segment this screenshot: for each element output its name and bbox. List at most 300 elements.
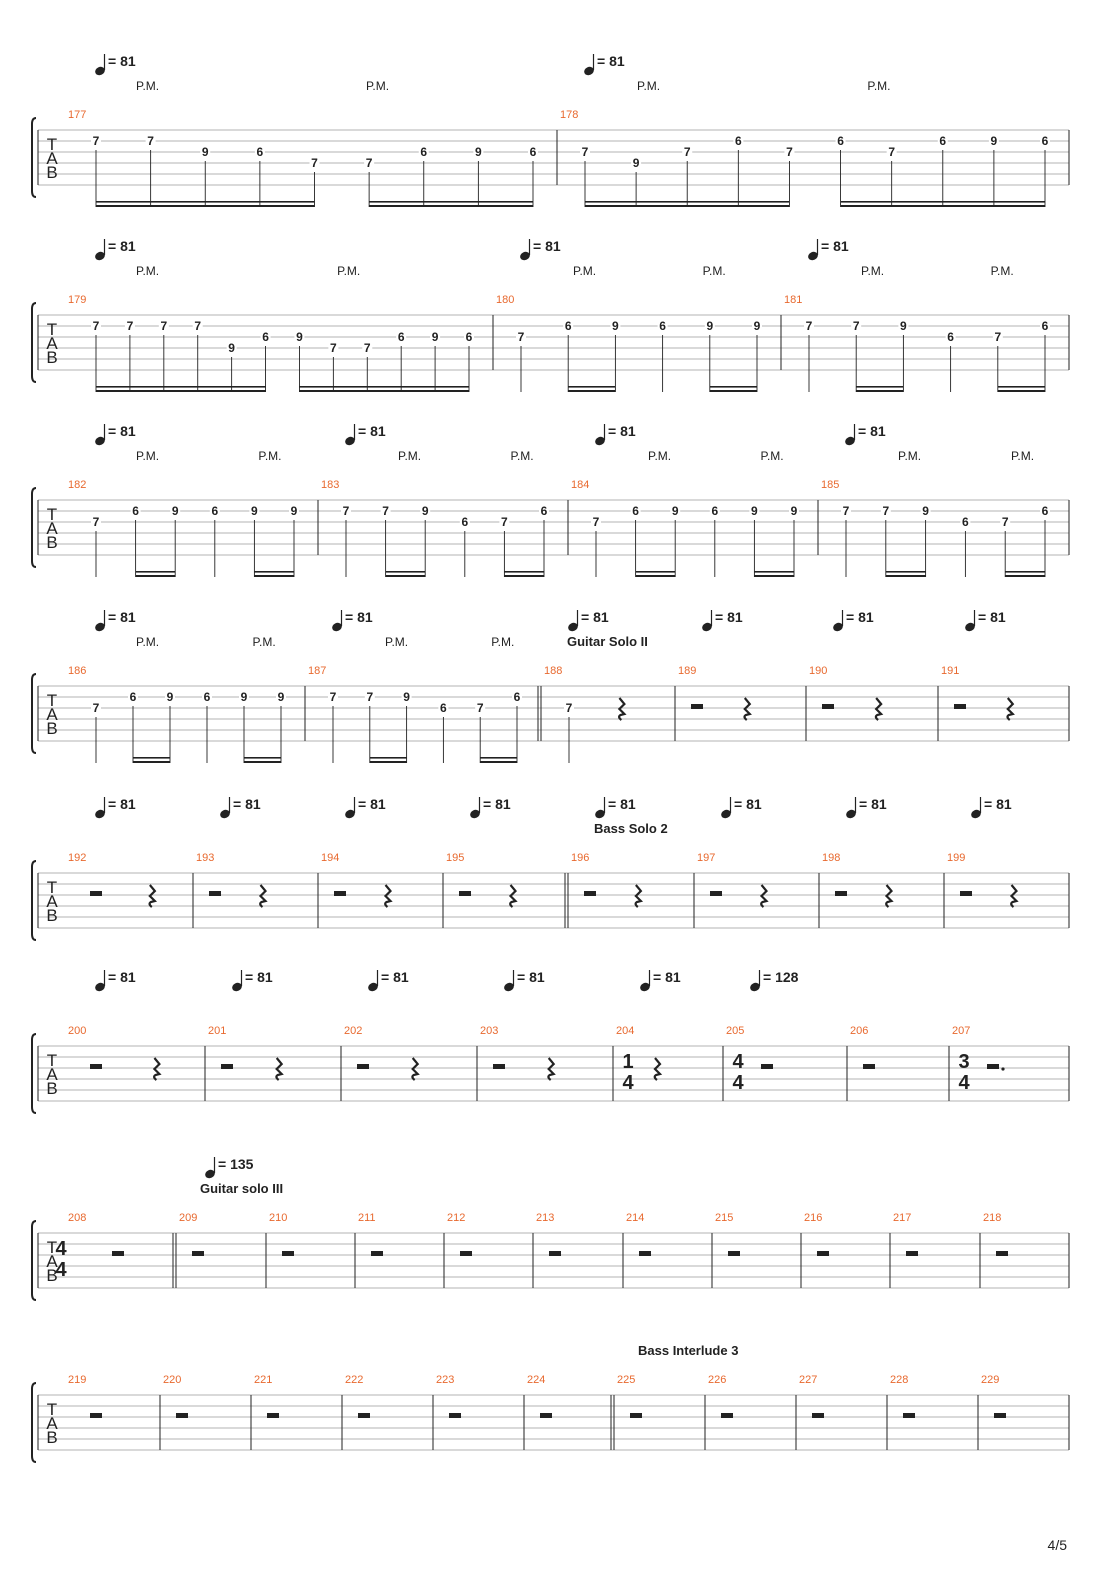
beam bbox=[369, 201, 533, 203]
beam bbox=[710, 386, 757, 388]
fret-number: 7 bbox=[1001, 515, 1009, 529]
time-signature-bottom: 4 bbox=[55, 1259, 67, 1281]
fret-number: 6 bbox=[947, 330, 954, 344]
fret-number: 7 bbox=[476, 701, 484, 715]
measure-number: 188 bbox=[544, 665, 563, 677]
measure-number: 205 bbox=[726, 1025, 745, 1037]
palm-mute-label: P.M. bbox=[337, 264, 361, 278]
fret-number: 6 bbox=[1041, 134, 1049, 148]
tempo-marking: = 81 bbox=[358, 796, 386, 812]
beam bbox=[998, 390, 1045, 392]
tempo-marking: = 81 bbox=[821, 238, 849, 254]
fret-number: 7 bbox=[565, 701, 573, 715]
fret-number: 6 bbox=[420, 145, 428, 159]
beam bbox=[386, 575, 426, 577]
palm-mute-label: P.M. bbox=[760, 449, 784, 463]
beam bbox=[636, 575, 676, 577]
measure-number: 178 bbox=[560, 109, 579, 121]
fret-number: 6 bbox=[837, 134, 844, 148]
beam bbox=[96, 390, 266, 392]
fret-number: 6 bbox=[397, 330, 405, 344]
tempo-marking: = 81 bbox=[859, 796, 887, 812]
fret-number: 6 bbox=[461, 515, 469, 529]
measure-number: 223 bbox=[436, 1374, 455, 1386]
fret-number: 9 bbox=[421, 504, 429, 518]
tempo-marking: = 81 bbox=[108, 969, 136, 985]
fret-number: 6 bbox=[659, 319, 666, 333]
measure-number: 204 bbox=[616, 1025, 635, 1037]
fret-number: 6 bbox=[564, 319, 572, 333]
tab-clef-b: B bbox=[46, 1428, 58, 1447]
beam bbox=[386, 571, 426, 573]
fret-number: 7 bbox=[366, 690, 374, 704]
palm-mute-label: P.M. bbox=[258, 449, 282, 463]
fret-number: 7 bbox=[92, 515, 100, 529]
measure-number: 179 bbox=[68, 294, 87, 306]
quarter-rest-icon bbox=[636, 885, 641, 907]
fret-number: 9 bbox=[403, 690, 410, 704]
beam bbox=[636, 571, 676, 573]
fret-number: 9 bbox=[751, 504, 758, 518]
beam bbox=[841, 205, 1045, 207]
tempo-marking: = 81 bbox=[381, 969, 409, 985]
tempo-marking: = 81 bbox=[108, 238, 136, 254]
half-rest-icon bbox=[710, 891, 722, 896]
section-label: Bass Solo 2 bbox=[594, 821, 668, 836]
page-number: 4/5 bbox=[1047, 1537, 1067, 1553]
palm-mute-label: P.M. bbox=[990, 264, 1014, 278]
tempo-marking: = 81 bbox=[734, 796, 762, 812]
fret-number: 9 bbox=[706, 319, 714, 333]
measure-number: 183 bbox=[321, 479, 340, 491]
tab-clef-t: T bbox=[46, 135, 58, 154]
beam bbox=[568, 386, 615, 388]
fret-number: 7 bbox=[592, 515, 600, 529]
half-rest-icon bbox=[459, 891, 471, 896]
half-rest-icon bbox=[639, 1251, 651, 1256]
time-signature-bottom: 4 bbox=[732, 1072, 744, 1094]
tab-clef-a: A bbox=[46, 334, 58, 353]
fret-number: 7 bbox=[517, 330, 525, 344]
half-rest-icon bbox=[449, 1413, 461, 1418]
half-rest-icon bbox=[460, 1251, 472, 1256]
fret-number: 7 bbox=[330, 341, 337, 355]
time-signature-bottom: 4 bbox=[958, 1072, 970, 1094]
measure-number: 212 bbox=[447, 1212, 466, 1224]
tab-clef-a: A bbox=[46, 892, 58, 911]
system-bracket bbox=[32, 303, 36, 382]
beam bbox=[133, 757, 170, 759]
half-rest-icon bbox=[812, 1413, 824, 1418]
quarter-rest-icon bbox=[412, 1058, 417, 1080]
fret-number: 7 bbox=[382, 504, 389, 518]
measure-number: 194 bbox=[321, 852, 340, 864]
palm-mute-label: P.M. bbox=[365, 79, 390, 93]
fret-number: 6 bbox=[129, 690, 137, 704]
beam bbox=[504, 571, 544, 573]
tempo-marking: = 81 bbox=[533, 238, 561, 254]
half-rest-icon bbox=[906, 1251, 918, 1256]
half-rest-icon bbox=[994, 1413, 1006, 1418]
half-rest-icon bbox=[493, 1064, 505, 1069]
fret-number: 6 bbox=[540, 504, 548, 518]
beam bbox=[856, 386, 903, 388]
half-rest-icon bbox=[835, 891, 847, 896]
fret-number: 6 bbox=[734, 134, 742, 148]
half-rest-icon bbox=[691, 704, 703, 709]
measure-number: 193 bbox=[196, 852, 215, 864]
half-rest-icon bbox=[822, 704, 834, 709]
beam bbox=[370, 757, 407, 759]
beam bbox=[480, 761, 517, 763]
time-signature-top: 4 bbox=[55, 1238, 67, 1260]
fret-number: 7 bbox=[842, 504, 850, 518]
tab-clef-b: B bbox=[46, 719, 58, 738]
palm-mute-label: P.M. bbox=[136, 79, 160, 93]
fret-number: 7 bbox=[329, 690, 337, 704]
tab-clef-b: B bbox=[46, 533, 58, 552]
beam bbox=[133, 761, 170, 763]
tab-clef-t: T bbox=[46, 320, 58, 339]
fret-number: 7 bbox=[805, 319, 813, 333]
tempo-marking: = 81 bbox=[984, 796, 1012, 812]
half-rest-icon bbox=[90, 1413, 102, 1418]
measure-number: 197 bbox=[697, 852, 716, 864]
measure-number: 215 bbox=[715, 1212, 734, 1224]
quarter-rest-icon bbox=[385, 885, 390, 907]
fret-number: 6 bbox=[132, 504, 139, 518]
half-rest-icon bbox=[90, 891, 102, 896]
beam bbox=[370, 761, 407, 763]
fret-number: 7 bbox=[994, 330, 1002, 344]
half-rest-icon bbox=[761, 1064, 773, 1069]
measure-number: 185 bbox=[821, 479, 840, 491]
quarter-rest-icon bbox=[154, 1058, 159, 1080]
beam bbox=[96, 201, 315, 203]
measure-number: 225 bbox=[617, 1374, 636, 1386]
tab-clef-a: A bbox=[46, 1065, 58, 1084]
tempo-marking: = 81 bbox=[581, 609, 609, 625]
quarter-rest-icon bbox=[1007, 698, 1012, 720]
system-bracket bbox=[32, 1383, 36, 1462]
half-rest-icon bbox=[221, 1064, 233, 1069]
beam bbox=[754, 571, 794, 573]
fret-number: 9 bbox=[671, 504, 679, 518]
tempo-marking: = 81 bbox=[483, 796, 511, 812]
palm-mute-label: P.M. bbox=[1010, 449, 1035, 463]
beam bbox=[136, 571, 176, 573]
fret-number: 7 bbox=[92, 701, 100, 715]
measure-number: 221 bbox=[254, 1374, 273, 1386]
tempo-marking: = 81 bbox=[233, 796, 261, 812]
beam bbox=[244, 761, 281, 763]
half-rest-icon bbox=[112, 1251, 124, 1256]
measure-number: 181 bbox=[784, 294, 803, 306]
fret-number: 7 bbox=[683, 145, 691, 159]
half-rest-icon bbox=[630, 1413, 642, 1418]
half-rest-icon bbox=[90, 1064, 102, 1069]
quarter-rest-icon bbox=[510, 885, 515, 907]
measure-number: 206 bbox=[850, 1025, 869, 1037]
beam bbox=[886, 571, 926, 573]
fret-number: 9 bbox=[251, 504, 258, 518]
tab-clef-b: B bbox=[46, 906, 58, 925]
tempo-marking: = 81 bbox=[858, 423, 886, 439]
measure-number: 200 bbox=[68, 1025, 87, 1037]
half-rest-icon bbox=[863, 1064, 875, 1069]
palm-mute-label: P.M. bbox=[702, 264, 726, 278]
palm-mute-label: P.M. bbox=[867, 79, 891, 93]
fret-number: 7 bbox=[365, 156, 373, 170]
palm-mute-label: P.M. bbox=[637, 79, 661, 93]
fret-number: 7 bbox=[501, 515, 508, 529]
fret-number: 7 bbox=[363, 341, 371, 355]
fret-number: 9 bbox=[612, 319, 619, 333]
fret-number: 6 bbox=[203, 690, 211, 704]
measure-number: 209 bbox=[179, 1212, 198, 1224]
tab-clef-t: T bbox=[46, 1051, 58, 1070]
measure-number: 203 bbox=[480, 1025, 499, 1037]
measure-number: 196 bbox=[571, 852, 590, 864]
half-rest-icon bbox=[192, 1251, 204, 1256]
quarter-rest-icon bbox=[655, 1058, 660, 1080]
time-signature-top: 1 bbox=[622, 1051, 634, 1073]
measure-number: 198 bbox=[822, 852, 841, 864]
fret-number: 7 bbox=[147, 134, 154, 148]
measure-number: 213 bbox=[536, 1212, 555, 1224]
beam bbox=[710, 390, 757, 392]
fret-number: 7 bbox=[786, 145, 793, 159]
quarter-rest-icon bbox=[761, 885, 766, 907]
measure-number: 186 bbox=[68, 665, 87, 677]
tab-clef-t: T bbox=[46, 691, 58, 710]
tempo-marking: = 81 bbox=[108, 796, 136, 812]
half-rest-icon bbox=[334, 891, 346, 896]
fret-number: 9 bbox=[922, 504, 929, 518]
measure-number: 218 bbox=[983, 1212, 1002, 1224]
tempo-marking: = 81 bbox=[358, 423, 386, 439]
fret-number: 9 bbox=[790, 504, 798, 518]
measure-number: 177 bbox=[68, 109, 87, 121]
palm-mute-label: P.M. bbox=[861, 264, 885, 278]
beam bbox=[585, 201, 789, 203]
quarter-rest-icon bbox=[1011, 885, 1016, 907]
beam bbox=[841, 201, 1045, 203]
palm-mute-label: P.M. bbox=[136, 264, 160, 278]
fret-number: 6 bbox=[262, 330, 269, 344]
tab-clef-b: B bbox=[46, 1079, 58, 1098]
fret-number: 9 bbox=[171, 504, 179, 518]
measure-number: 208 bbox=[68, 1212, 87, 1224]
measure-number: 229 bbox=[981, 1374, 1000, 1386]
fret-number: 7 bbox=[852, 319, 860, 333]
system-bracket bbox=[32, 1221, 36, 1300]
beam bbox=[568, 390, 615, 392]
measure-number: 220 bbox=[163, 1374, 182, 1386]
beam bbox=[299, 386, 469, 388]
fret-number: 9 bbox=[201, 145, 209, 159]
fret-number: 7 bbox=[92, 134, 100, 148]
half-rest-icon bbox=[987, 1064, 999, 1069]
beam bbox=[254, 571, 294, 573]
fret-number: 6 bbox=[513, 690, 521, 704]
tab-clef-t: T bbox=[46, 1400, 58, 1419]
fret-number: 6 bbox=[962, 515, 969, 529]
beam bbox=[886, 575, 926, 577]
section-label: Guitar solo III bbox=[200, 1181, 284, 1196]
tab-clef-a: A bbox=[46, 705, 58, 724]
fret-number: 7 bbox=[581, 145, 589, 159]
half-rest-icon bbox=[960, 891, 972, 896]
quarter-rest-icon bbox=[260, 885, 265, 907]
tab-clef-b: B bbox=[46, 1266, 58, 1285]
half-rest-icon bbox=[817, 1251, 829, 1256]
palm-mute-label: P.M. bbox=[136, 449, 160, 463]
half-rest-icon bbox=[954, 704, 966, 709]
measure-number: 228 bbox=[890, 1374, 909, 1386]
beam bbox=[136, 575, 176, 577]
fret-number: 6 bbox=[211, 504, 219, 518]
tab-clef-a: A bbox=[46, 1252, 58, 1271]
half-rest-icon bbox=[371, 1251, 383, 1256]
tempo-marking: = 81 bbox=[597, 53, 625, 69]
tab-clef-b: B bbox=[46, 163, 58, 182]
beam bbox=[585, 205, 789, 207]
tempo-marking: = 81 bbox=[608, 796, 636, 812]
measure-number: 227 bbox=[799, 1374, 818, 1386]
measure-number: 224 bbox=[527, 1374, 546, 1386]
half-rest-icon bbox=[728, 1251, 740, 1256]
measure-number: 184 bbox=[571, 479, 590, 491]
fret-number: 6 bbox=[1041, 319, 1049, 333]
measure-number: 180 bbox=[496, 294, 515, 306]
dot-icon bbox=[1001, 1067, 1004, 1070]
fret-number: 9 bbox=[228, 341, 235, 355]
quarter-rest-icon bbox=[744, 698, 749, 720]
palm-mute-label: P.M. bbox=[648, 449, 672, 463]
palm-mute-label: P.M. bbox=[385, 635, 409, 649]
measure-number: 190 bbox=[809, 665, 828, 677]
tempo-marking: = 81 bbox=[715, 609, 743, 625]
beam bbox=[480, 757, 517, 759]
half-rest-icon bbox=[176, 1413, 188, 1418]
fret-number: 9 bbox=[632, 156, 640, 170]
half-rest-icon bbox=[549, 1251, 561, 1256]
measure-number: 202 bbox=[344, 1025, 363, 1037]
fret-number: 6 bbox=[440, 701, 447, 715]
palm-mute-label: P.M. bbox=[136, 635, 160, 649]
beam bbox=[299, 390, 469, 392]
tab-clef-t: T bbox=[46, 1238, 58, 1257]
tempo-marking: = 81 bbox=[108, 609, 136, 625]
fret-number: 6 bbox=[529, 145, 537, 159]
tempo-marking: = 81 bbox=[108, 423, 136, 439]
fret-number: 6 bbox=[939, 134, 947, 148]
fret-number: 6 bbox=[632, 504, 639, 518]
tempo-marking: = 81 bbox=[245, 969, 273, 985]
system-bracket bbox=[32, 118, 36, 197]
tab-clef-t: T bbox=[46, 505, 58, 524]
fret-number: 9 bbox=[240, 690, 248, 704]
tempo-marking: = 81 bbox=[846, 609, 874, 625]
system-bracket bbox=[32, 488, 36, 567]
beam bbox=[504, 575, 544, 577]
time-signature-bottom: 4 bbox=[622, 1072, 634, 1094]
quarter-rest-icon bbox=[548, 1058, 553, 1080]
measure-number: 207 bbox=[952, 1025, 971, 1037]
measure-number: 191 bbox=[941, 665, 960, 677]
measure-number: 216 bbox=[804, 1212, 823, 1224]
measure-number: 195 bbox=[446, 852, 465, 864]
measure-number: 226 bbox=[708, 1374, 727, 1386]
fret-number: 6 bbox=[256, 145, 264, 159]
half-rest-icon bbox=[209, 891, 221, 896]
tab-clef-a: A bbox=[46, 149, 58, 168]
tempo-marking: = 135 bbox=[218, 1156, 254, 1172]
quarter-rest-icon bbox=[876, 698, 881, 720]
fret-number: 9 bbox=[166, 690, 174, 704]
tab-clef-t: T bbox=[46, 878, 58, 897]
fret-number: 7 bbox=[342, 504, 350, 518]
half-rest-icon bbox=[267, 1413, 279, 1418]
half-rest-icon bbox=[540, 1413, 552, 1418]
fret-number: 7 bbox=[194, 319, 202, 333]
palm-mute-label: P.M. bbox=[252, 635, 276, 649]
measure-number: 222 bbox=[345, 1374, 364, 1386]
tab-clef-a: A bbox=[46, 1414, 58, 1433]
measure-number: 199 bbox=[947, 852, 966, 864]
beam bbox=[369, 205, 533, 207]
fret-number: 7 bbox=[888, 145, 896, 159]
section-label: Bass Interlude 3 bbox=[638, 1343, 739, 1358]
system-bracket bbox=[32, 861, 36, 940]
fret-number: 9 bbox=[431, 330, 439, 344]
measure-number: 192 bbox=[68, 852, 87, 864]
measure-number: 214 bbox=[626, 1212, 645, 1224]
beam bbox=[1005, 571, 1045, 573]
measure-number: 211 bbox=[358, 1212, 376, 1224]
fret-number: 7 bbox=[160, 319, 168, 333]
half-rest-icon bbox=[357, 1064, 369, 1069]
fret-number: 6 bbox=[465, 330, 473, 344]
measure-number: 217 bbox=[893, 1212, 912, 1224]
palm-mute-label: P.M. bbox=[898, 449, 922, 463]
time-signature-top: 3 bbox=[958, 1051, 970, 1073]
beam bbox=[1005, 575, 1045, 577]
tempo-marking: = 81 bbox=[345, 609, 373, 625]
tempo-marking: = 81 bbox=[517, 969, 545, 985]
palm-mute-label: P.M. bbox=[491, 635, 515, 649]
fret-number: 7 bbox=[311, 156, 318, 170]
quarter-rest-icon bbox=[150, 885, 155, 907]
tempo-marking: = 81 bbox=[608, 423, 636, 439]
measure-number: 189 bbox=[678, 665, 697, 677]
fret-number: 6 bbox=[1041, 504, 1049, 518]
beam bbox=[754, 575, 794, 577]
quarter-rest-icon bbox=[276, 1058, 281, 1080]
beam bbox=[96, 386, 266, 388]
measure-number: 182 bbox=[68, 479, 87, 491]
half-rest-icon bbox=[721, 1413, 733, 1418]
fret-number: 9 bbox=[290, 504, 298, 518]
beam bbox=[856, 390, 903, 392]
section-label: Guitar Solo II bbox=[567, 634, 648, 649]
time-signature-top: 4 bbox=[732, 1051, 744, 1073]
half-rest-icon bbox=[282, 1251, 294, 1256]
half-rest-icon bbox=[903, 1413, 915, 1418]
fret-number: 9 bbox=[475, 145, 482, 159]
tempo-marking: = 81 bbox=[653, 969, 681, 985]
